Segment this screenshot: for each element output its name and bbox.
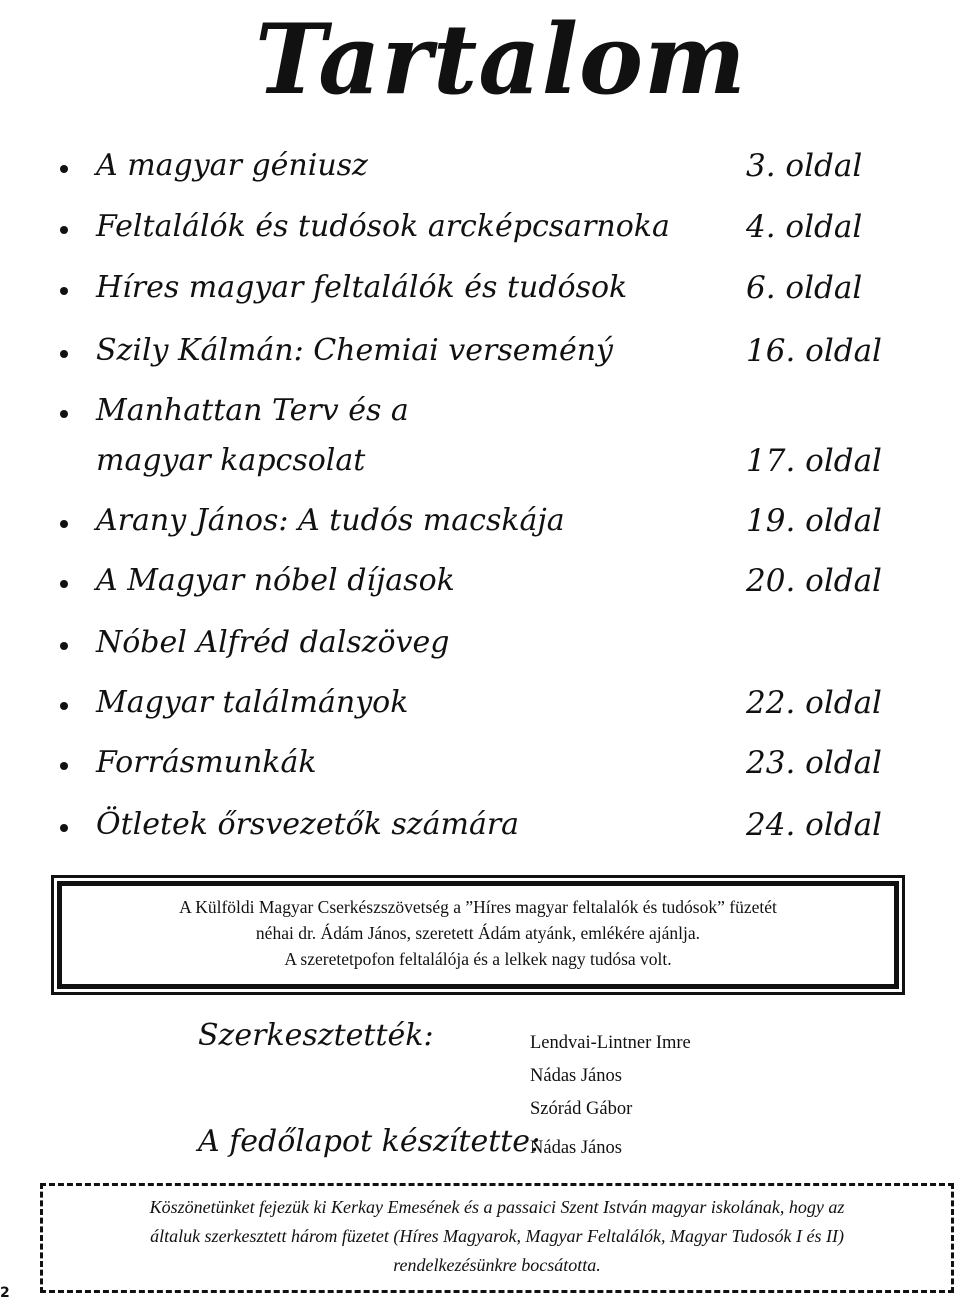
toc-item <box>60 680 920 740</box>
dedication-line: A szeretetpofon feltalálója és a lelkek nagy tudósa volt. <box>284 949 672 969</box>
toc-item-label: Ötletek őrsvezetők számára <box>96 807 520 842</box>
toc-item <box>60 328 920 388</box>
page-title: Tartalom <box>255 3 747 116</box>
toc-item <box>60 498 920 558</box>
dedication-line: A Külföldi Magyar Cserkészszövetség a ”Híres magyar feltalalók és tudósok” füzetét <box>179 897 777 917</box>
toc-item-page: 3. oldal <box>746 148 863 184</box>
bullet-icon <box>60 580 68 588</box>
toc-item-label: Híres magyar feltalálók és tudósok <box>96 270 628 305</box>
bullet-icon <box>60 410 68 418</box>
editors-label: Szerkesztették: <box>198 1018 434 1053</box>
toc-item-page: 23. oldal <box>746 745 882 781</box>
toc-item-page: 17. oldal <box>746 443 882 479</box>
bullet-icon <box>60 762 68 770</box>
toc-item <box>60 265 920 325</box>
toc-item <box>60 558 920 618</box>
toc-item-label: Manhattan Terv és a <box>96 393 409 428</box>
toc-item-page: 22. oldal <box>746 685 882 721</box>
editor-name: Lendvai-Lintner Imre <box>530 1033 691 1053</box>
editors-list <box>530 1027 691 1126</box>
toc-item <box>60 802 920 862</box>
bullet-icon <box>60 702 68 710</box>
toc-item-label: Forrásmunkák <box>96 745 317 780</box>
cover-designer-label: A fedőlapot készítette: <box>198 1124 541 1159</box>
editor-name: Nádas János <box>530 1066 622 1086</box>
bullet-icon <box>60 520 68 528</box>
bullet-icon <box>60 350 68 358</box>
editor-name: Szórád Gábor <box>530 1099 633 1119</box>
toc-item-label-continued: magyar kapcsolat <box>96 443 366 478</box>
acknowledgement-line: rendelkezésünkre bocsátotta. <box>393 1255 601 1275</box>
toc-item-label: Arany János: A tudós macskája <box>96 503 565 538</box>
toc-item-label: Szily Kálmán: Chemiai verseméný <box>96 333 613 368</box>
toc-item <box>60 204 920 264</box>
toc-item <box>60 740 920 800</box>
toc-item-page: 20. oldal <box>746 563 882 599</box>
toc-item-page: 19. oldal <box>746 503 882 539</box>
toc-item <box>60 620 920 680</box>
acknowledgement-line: Köszönetünket fejezük ki Kerkay Emesének és a passaici Szent István magyar iskolának, hogy az <box>149 1197 845 1217</box>
toc-item <box>60 388 920 498</box>
bullet-icon <box>60 642 68 650</box>
toc-item-page: 4. oldal <box>746 209 863 245</box>
dedication-line: néhai dr. Ádám János, szeretett Ádám atyánk, emlékére ajánlja. <box>255 923 701 943</box>
toc-item-label: A magyar géniusz <box>96 148 368 183</box>
cover-designer-name: Nádas János <box>530 1138 622 1158</box>
dedication-box <box>57 881 899 989</box>
bullet-icon <box>60 226 68 234</box>
bullet-icon <box>60 165 68 173</box>
toc-item <box>60 143 920 203</box>
page-number: 2 <box>0 1285 10 1301</box>
acknowledgement-line: általuk szerkesztett három füzetet (Híres Magyarok, Magyar Feltalálók, Magyar Tudosók I és II) <box>150 1226 844 1246</box>
toc-item-label: Feltalálók és tudósok arcképcsarnoka <box>96 209 670 244</box>
toc-item-page: 16. oldal <box>746 333 882 369</box>
toc-item-label: Nóbel Alfréd dalszöveg <box>96 625 450 660</box>
toc-item-label: A Magyar nóbel díjasok <box>96 563 455 598</box>
acknowledgement-box <box>40 1183 954 1293</box>
toc-item-page: 24. oldal <box>746 807 882 843</box>
toc-item-page: 6. oldal <box>746 270 863 306</box>
bullet-icon <box>60 824 68 832</box>
toc-item-label: Magyar találmányok <box>96 685 409 720</box>
bullet-icon <box>60 287 68 295</box>
